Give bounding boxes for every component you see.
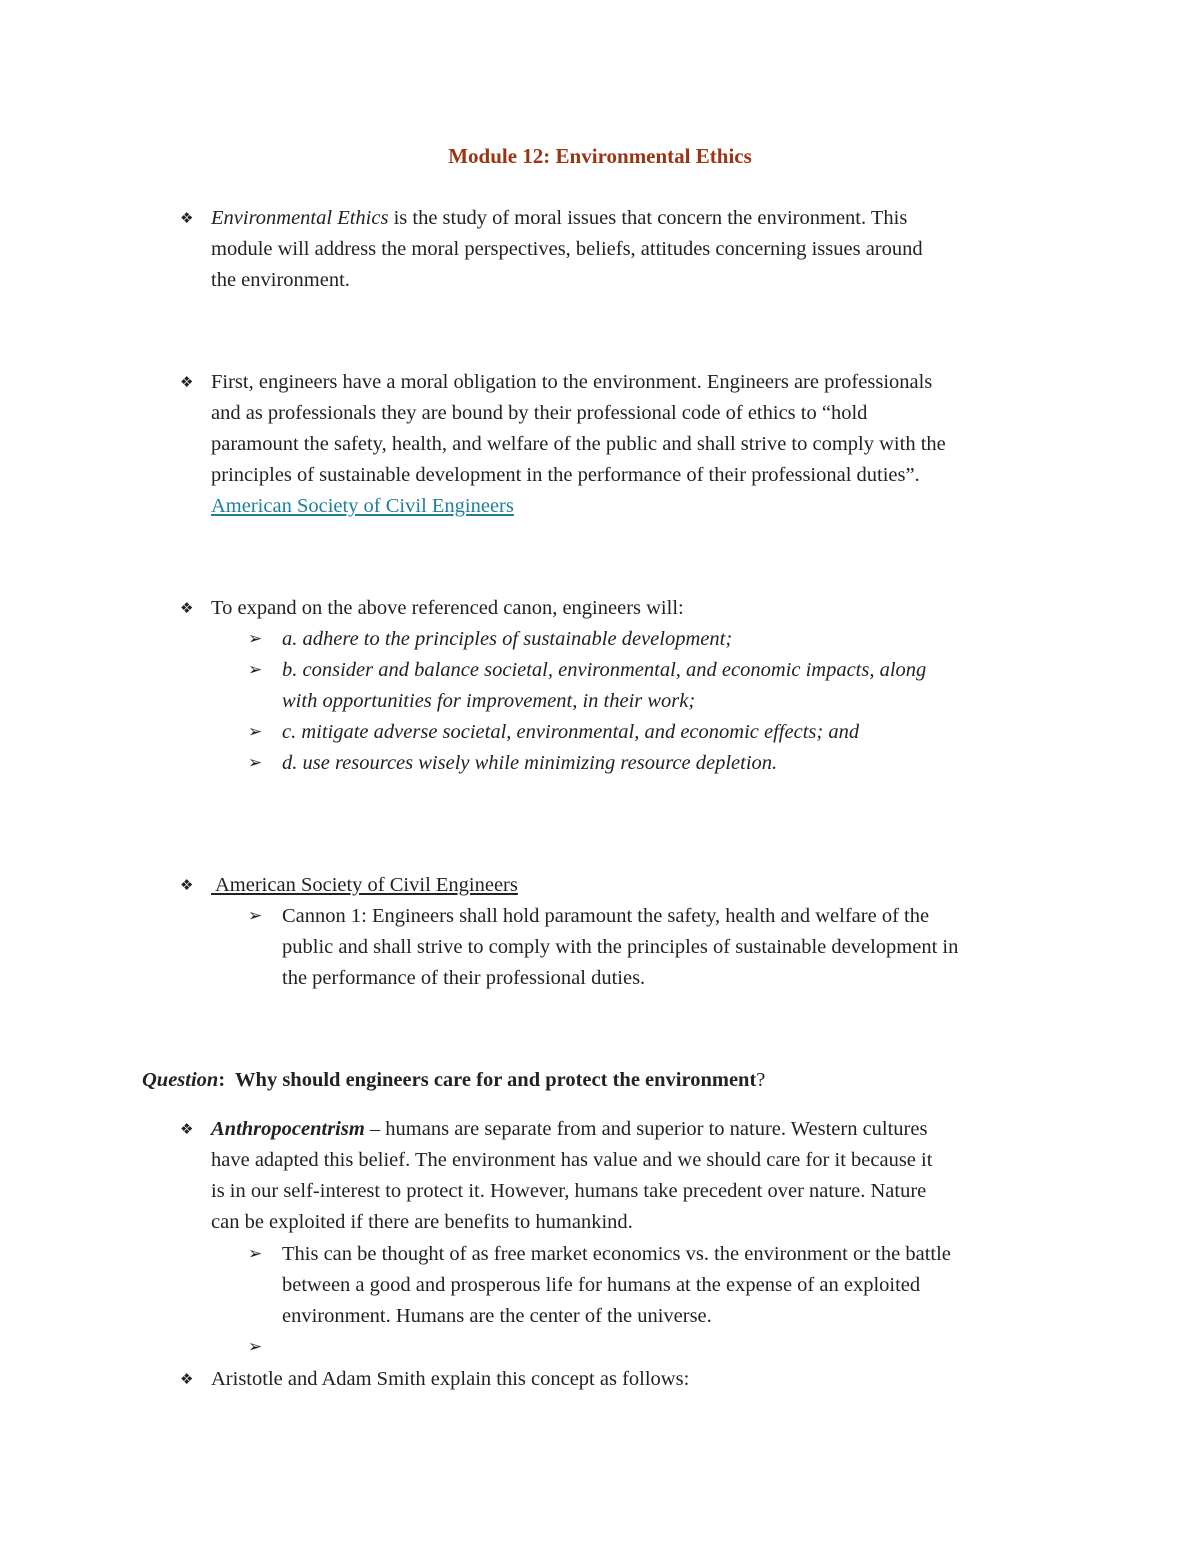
arrow-bullet-icon: ➢	[248, 660, 263, 680]
paragraph-moral-obligation	[211, 367, 1091, 522]
text-fragment: is the study of moral issues that concern the environment. This	[388, 207, 908, 229]
paragraph-aristotle-smith: Aristotle and Adam Smith explain this concept as follows:	[211, 1368, 690, 1390]
paragraph-anthropocentrism	[211, 1114, 1091, 1238]
arrow-bullet-icon: ➢	[248, 753, 263, 773]
paragraph-line	[211, 203, 1091, 234]
paragraph-line: First, engineers have a moral obligation to the environment. Engineers are professionals	[211, 371, 933, 393]
paragraph-line: and as professionals they are bound by their professional code of ethics to “hold	[211, 402, 868, 424]
free-market-text	[282, 1239, 1092, 1332]
question-text: Why should engineers care for and protect the environment	[235, 1069, 757, 1091]
paragraph-line: the performance of their professional duties.	[282, 967, 646, 989]
term-anthropocentrism: Anthropocentrism	[211, 1118, 365, 1140]
arrow-bullet-icon: ➢	[248, 629, 263, 649]
arrow-bullet-icon: ➢	[248, 722, 263, 742]
paragraph-line: between a good and prosperous life for humans at the expense of an exploited	[282, 1274, 921, 1296]
list-item: d. use resources wisely while minimizing resource depletion.	[282, 752, 778, 774]
list-item-line: b. consider and balance societal, environmental, and economic impacts, along	[282, 659, 927, 681]
paragraph-line: environment. Humans are the center of the universe.	[282, 1305, 712, 1327]
paragraph-line: the environment.	[211, 269, 350, 291]
question-mark: ?	[756, 1069, 766, 1091]
paragraph-environmental-ethics	[211, 203, 1091, 296]
question-label: Question	[142, 1069, 219, 1091]
paragraph-line: paramount the safety, health, and welfare of the public and shall strive to comply with the	[211, 433, 946, 455]
list-item: c. mitigate adverse societal, environmental, and economic effects; and	[282, 721, 860, 743]
term-environmental-ethics: Environmental Ethics	[211, 207, 389, 229]
page-title: Module 12: Environmental Ethics	[448, 144, 752, 168]
diamond-bullet-icon: ❖	[180, 599, 194, 617]
arrow-bullet-icon: ➢	[248, 906, 263, 926]
list-item-line: with opportunities for improvement, in their work;	[282, 690, 696, 712]
paragraph-canon-intro: To expand on the above referenced canon, engineers will:	[211, 597, 684, 619]
paragraph-line	[211, 1114, 1091, 1145]
diamond-bullet-icon: ❖	[180, 373, 194, 391]
canon-1-text	[282, 901, 1092, 994]
paragraph-line: have adapted this belief. The environment has value and we should care for it because it	[211, 1149, 933, 1171]
list-item	[282, 655, 1092, 717]
list-item: a. adhere to the principles of sustainable development;	[282, 628, 733, 650]
paragraph-line: is in our self-interest to protect it. However, humans take precedent over nature. Nature	[211, 1180, 927, 1202]
paragraph-line: can be exploited if there are benefits to humankind.	[211, 1211, 633, 1233]
arrow-bullet-icon: ➢	[248, 1244, 263, 1264]
arrow-bullet-icon: ➢	[248, 1337, 263, 1357]
diamond-bullet-icon: ❖	[180, 876, 194, 894]
question-colon: :	[218, 1069, 236, 1091]
paragraph-line	[211, 491, 1091, 522]
paragraph-line: Cannon 1: Engineers shall hold paramount the safety, health and welfare of the	[282, 905, 930, 927]
asce-heading	[211, 870, 1091, 901]
asce-link[interactable]: American Society of Civil Engineers	[211, 495, 514, 517]
text-fragment: – humans are separate from and superior to nature. Western cultures	[364, 1118, 928, 1140]
question-heading	[142, 1065, 1042, 1096]
diamond-bullet-icon: ❖	[180, 209, 194, 227]
diamond-bullet-icon: ❖	[180, 1120, 194, 1138]
paragraph-line: principles of sustainable development in the performance of their professional duties”.	[211, 464, 920, 486]
paragraph-line: module will address the moral perspectives, beliefs, attitudes concerning issues around	[211, 238, 923, 260]
asce-heading-link[interactable]: American Society of Civil Engineers	[211, 874, 518, 896]
paragraph-line: This can be thought of as free market economics vs. the environment or the battle	[282, 1243, 951, 1265]
diamond-bullet-icon: ❖	[180, 1370, 194, 1388]
paragraph-line: public and shall strive to comply with the principles of sustainable development in	[282, 936, 959, 958]
